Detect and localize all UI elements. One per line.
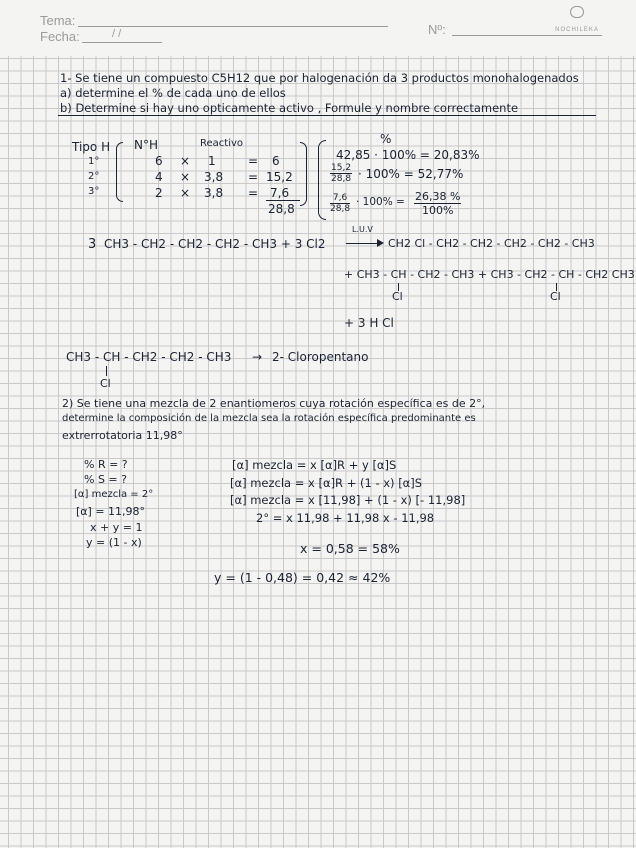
- tema-label: Tema:: [40, 13, 76, 28]
- equation-3: [α] mezcla = x [11,98] + (1 - x) [- 11,98]: [230, 493, 466, 507]
- row2-r: 3,8: [204, 170, 224, 184]
- problem2-line2: determine la composición de la mezcla sea la rotación específica predominante es: [62, 413, 476, 424]
- reaction-condition: L.U.V: [352, 225, 373, 234]
- problem1-underline: [58, 115, 596, 116]
- total-underline: [266, 200, 300, 201]
- reaction-arrow-icon: [346, 243, 382, 244]
- y-result: y = (1 - 0,48) = 0,42 ≈ 42%: [214, 570, 391, 585]
- row2-nh: 4: [155, 170, 163, 184]
- col-nh: N°H: [134, 138, 158, 152]
- problem2-line1: 2) Se tiene una mezcla de 2 enantiomeros cuya rotación específica es de 2°,: [62, 397, 486, 410]
- row2-eq: =: [248, 170, 259, 184]
- row1-res: 6: [272, 154, 280, 168]
- col-tipo: Tipo H: [72, 140, 111, 154]
- percentage-brace: [318, 140, 326, 220]
- row3-tipo: 3°: [88, 186, 100, 197]
- problem1-line2: a) determine el % de cada uno de ellos: [60, 86, 286, 100]
- answer-cl-bond: [106, 366, 107, 376]
- fecha-label: Fecha:: [40, 29, 80, 44]
- pct-header: %: [380, 132, 392, 146]
- brand-text: NOCHILEKA: [555, 27, 599, 33]
- given-alpha: [α] = 11,98°: [76, 505, 146, 518]
- row1-nh: 6: [155, 154, 163, 168]
- problem1-line3: b) Determine si hay uno opticamente activo , Formule y nombre correctamente: [60, 101, 519, 115]
- problem1-line1: 1- Se tiene un compuesto C5H12 que por halogenación da 3 productos monohalogenados: [60, 71, 579, 85]
- pct-row3-denominator: 28,8: [330, 204, 351, 214]
- row1-x: ×: [180, 154, 191, 168]
- given-sum: x + y = 1: [90, 521, 143, 534]
- equation-1: [α] mezcla = x [α]R + y [α]S: [232, 458, 397, 472]
- reaction-product1: CH2 Cl - CH2 - CH2 - CH2 - CH2 - CH3: [388, 237, 595, 250]
- pct-row3-result-top: 26,38 %: [415, 190, 461, 203]
- pct-row3-result: [414, 190, 461, 217]
- reaction-hcl: + 3 H Cl: [344, 316, 394, 330]
- number-label: Nº:: [428, 22, 446, 37]
- row3-res: 7,6: [270, 186, 290, 200]
- row1-r: 1: [208, 154, 216, 168]
- pct-row2-fraction: [330, 163, 352, 184]
- pct-row1: 42,85 · 100% = 20,83%: [336, 148, 480, 162]
- row3-r: 3,8: [204, 186, 224, 200]
- problem2-line3: extrerrotatoria 11,98°: [62, 429, 183, 442]
- row2-res: 15,2: [266, 170, 293, 184]
- fecha-slashes: / /: [112, 28, 122, 40]
- pct-row3-fraction: [330, 193, 350, 214]
- reaction-cl-b: Cl: [550, 290, 561, 303]
- reaction-cl-a: Cl: [392, 290, 403, 303]
- pct-row2-denominator: 28,8: [331, 174, 352, 184]
- equation-4: 2° = x 11,98 + 11,98 x - 11,98: [256, 511, 435, 525]
- fecha-line: [82, 42, 162, 43]
- reaction-product2: + CH3 - CH - CH2 - CH3 + CH3 - CH2 - CH - CH2 CH3: [344, 268, 635, 281]
- col-reactivo: Reactivo: [200, 138, 244, 149]
- answer-arrow-icon: →: [252, 350, 263, 364]
- pct-row2-numerator: 15,2: [331, 163, 352, 173]
- brand-mark-icon: [570, 6, 584, 18]
- given-y: y = (1 - x): [86, 536, 142, 549]
- table-left-brace: [116, 142, 123, 202]
- pct-row3-result-bottom: 100%: [422, 204, 454, 217]
- answer-cl: Cl: [100, 377, 111, 390]
- table-right-brace: [300, 142, 307, 206]
- reaction-coef: 3: [88, 237, 97, 252]
- given-s: % S = ?: [84, 473, 127, 486]
- row2-tipo: 2°: [88, 171, 100, 182]
- row3-nh: 2: [155, 186, 163, 200]
- answer-name: 2- Cloropentano: [272, 350, 369, 364]
- row2-x: ×: [180, 170, 191, 184]
- row1-tipo: 1°: [88, 156, 100, 167]
- table-total: 28,8: [268, 202, 295, 216]
- page-header: [0, 0, 636, 56]
- pct-row2: · 100% = 52,77%: [358, 167, 464, 181]
- given-alpha-mix: [α] mezcla = 2°: [74, 489, 154, 500]
- row3-eq: =: [248, 186, 259, 200]
- answer-formula: CH3 - CH - CH2 - CH2 - CH3: [66, 350, 232, 364]
- row1-eq: =: [248, 154, 259, 168]
- tema-line: [78, 26, 388, 27]
- row3-x: ×: [180, 186, 191, 200]
- pct-row3: · 100% =: [356, 196, 405, 208]
- brand-logo: [548, 6, 606, 33]
- equation-2: [α] mezcla = x [α]R + (1 - x) [α]S: [230, 476, 423, 490]
- reaction-reactant: CH3 - CH2 - CH2 - CH2 - CH3 + 3 Cl2: [104, 237, 326, 251]
- pct-row3-numerator: 7,6: [330, 193, 350, 204]
- x-result: x = 0,58 = 58%: [300, 541, 400, 556]
- given-r: % R = ?: [84, 458, 128, 471]
